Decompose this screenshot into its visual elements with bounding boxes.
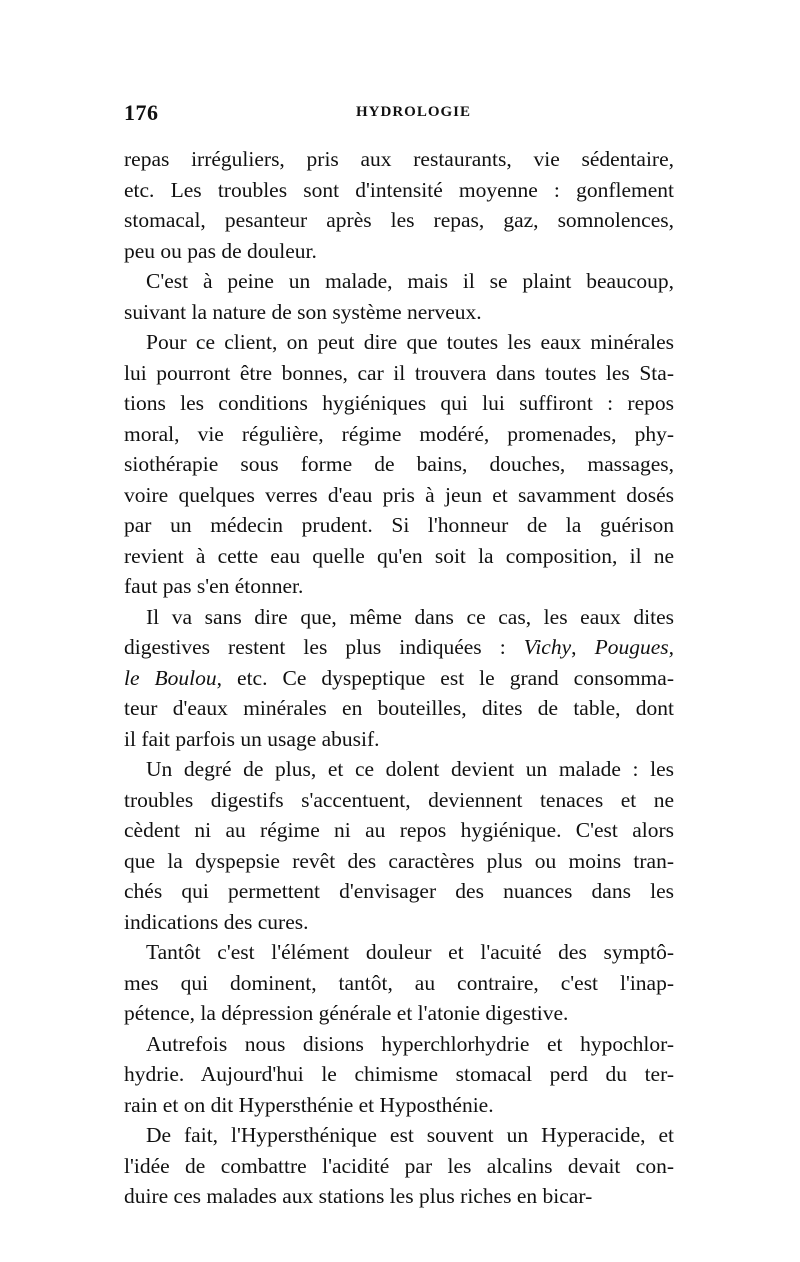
paragraph: [124, 1029, 674, 1121]
italic-text: Pougues,: [594, 635, 674, 659]
text-line: C'est à peine un malade, mais il se plaint beaucoup,: [146, 269, 674, 293]
text-line: [124, 632, 674, 663]
text-run: ,: [571, 635, 595, 659]
text-line: voire quelques verres d'eau pris à jeun et savamment dosés: [124, 482, 674, 507]
text-line: [124, 693, 674, 724]
text-line: que la dyspepsie revêt des caractères plus ou moins tran-: [124, 848, 674, 873]
text-line: chés qui permettent d'envisager des nuances dans les: [124, 879, 674, 903]
text-line: mes qui dominent, tantôt, au contraire, c'est l'inap-: [124, 970, 674, 995]
text-line: faut pas s'en étonner.: [124, 574, 304, 598]
text-line: duire ces malades aux stations les plus riches en bicar-: [124, 1184, 593, 1208]
paragraph: [124, 266, 674, 327]
page-number: 176: [124, 100, 159, 125]
text-line: par un médecin prudent. Si l'honneur de la guérison: [124, 513, 674, 537]
paragraph: [124, 937, 674, 1029]
text-line: Autrefois nous disions hyperchlorhydrie et hypochlor-: [146, 1031, 674, 1056]
text-line: troubles digestifs s'accentuent, deviennent tenaces et ne: [124, 787, 674, 812]
paragraph: [124, 144, 674, 266]
text-run: teur d'eaux minérales en bouteilles, dites de table, dont: [124, 696, 674, 720]
page-header: [124, 100, 674, 130]
running-head: HYDROLOGIE: [356, 104, 472, 120]
text-line: Pour ce client, on peut dire que toutes les eaux minérales: [146, 330, 674, 354]
text-line: siothérapie sous forme de bains, douches, massages,: [124, 452, 674, 476]
paragraph: [124, 602, 674, 755]
text-line: hydrie. Aujourd'hui le chimisme stomacal perd du ter-: [124, 1062, 674, 1086]
text-line: [124, 724, 674, 755]
text-line: indications des cures.: [124, 909, 309, 934]
text-run: , etc. Ce dyspeptique est le grand consomma-: [216, 665, 674, 690]
text-line: l'idée de combattre l'acidité par les alcalins devait con-: [124, 1153, 674, 1178]
text-line: repas irréguliers, pris aux restaurants, vie sédentaire,: [124, 147, 674, 171]
paragraph: [124, 327, 674, 602]
text-line: [124, 602, 674, 633]
italic-text: Vichy: [523, 635, 572, 659]
italic-text: le Boulou: [124, 665, 217, 690]
text-line: [124, 663, 674, 694]
text-line: cèdent ni au régime ni au repos hygiénique. C'est alors: [124, 818, 674, 842]
text-run: digestives restent les plus indiquées :: [124, 635, 524, 659]
text-line: Un degré de plus, et ce dolent devient un malade : les: [146, 757, 674, 781]
text-line: etc. Les troubles sont d'intensité moyenne : gonflement: [124, 177, 674, 202]
text-line: suivant la nature de son système nerveux.: [124, 299, 482, 324]
text-line: Tantôt c'est l'élément douleur et l'acuité des symptô-: [146, 940, 674, 964]
text-line: pétence, la dépression générale et l'atonie digestive.: [124, 1001, 569, 1025]
text-line: De fait, l'Hypersthénique est souvent un Hyperacide, et: [146, 1123, 674, 1147]
body-text: [124, 144, 674, 1212]
text-line: stomacal, pesanteur après les repas, gaz, somnolences,: [124, 208, 674, 232]
paragraph: [124, 1120, 674, 1212]
text-line: lui pourront être bonnes, car il trouvera dans toutes les Sta-: [124, 360, 674, 385]
text-line: tions les conditions hygiéniques qui lui suffiront : repos: [124, 391, 674, 415]
text-line: rain et on dit Hypersthénie et Hyposthénie.: [124, 1092, 494, 1117]
text-run: Il va sans dire que, même dans ce cas, les eaux dites: [146, 604, 674, 629]
paragraph: [124, 754, 674, 937]
text-line: moral, vie régulière, régime modéré, promenades, phy-: [124, 421, 674, 446]
text-line: peu ou pas de douleur.: [124, 238, 317, 263]
text-run: il fait parfois un usage abusif.: [124, 726, 380, 751]
text-line: revient à cette eau quelle qu'en soit la composition, il ne: [124, 543, 674, 568]
